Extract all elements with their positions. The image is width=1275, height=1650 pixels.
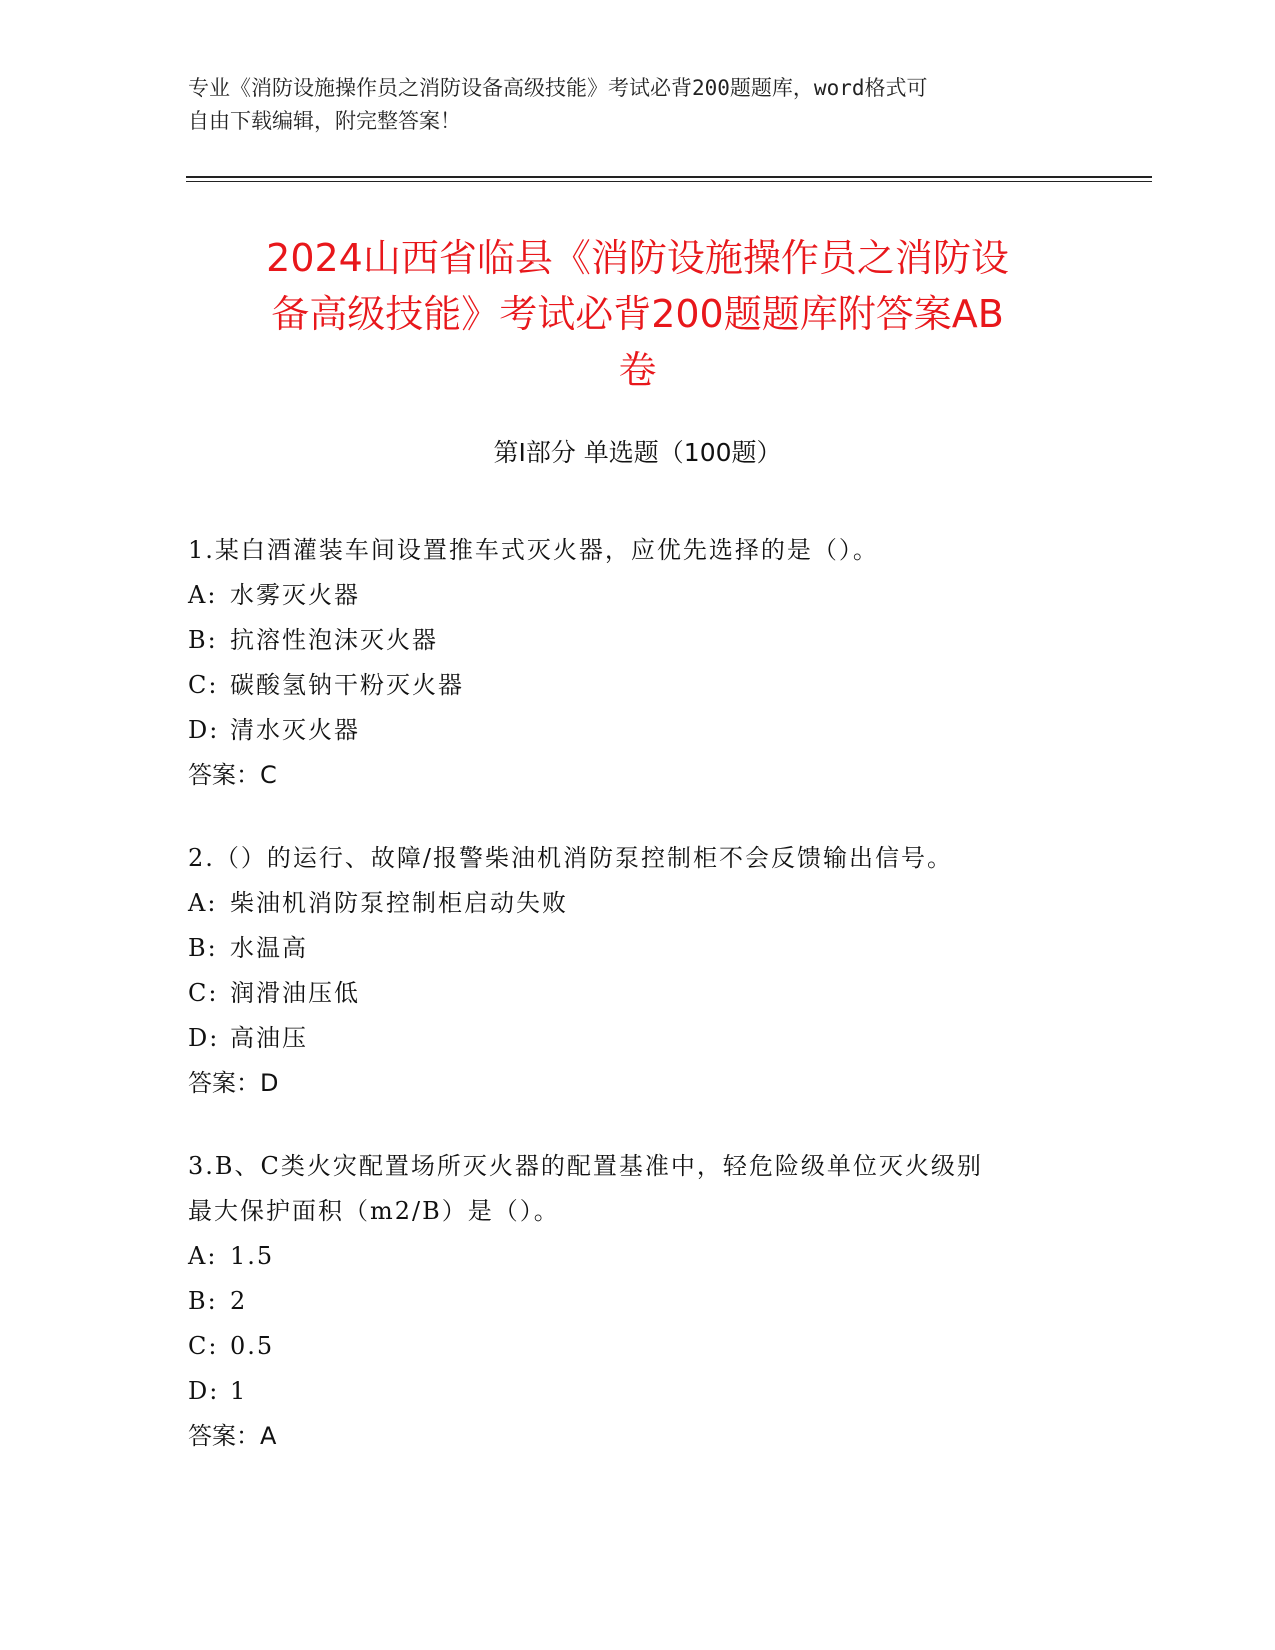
option-text: 水雾灭火器 [230,581,360,609]
option-text: 高油压 [230,1024,308,1052]
question-item [188,528,1088,798]
answer-prefix: 答案： [188,1069,260,1097]
answer-value: C [260,761,277,789]
option-key: B: [188,934,218,962]
option-key: A: [188,581,218,609]
option-b [188,926,1088,971]
option-c [188,663,1088,708]
option-d [188,1369,1088,1414]
question-item [188,836,1088,1106]
title-line: 备高级技能》考试必背200题题库附答案AB [271,292,1004,336]
answer-value: D [260,1069,279,1097]
option-text: 1 [230,1377,248,1405]
option-key: C: [188,1332,219,1360]
option-text: 柴油机消防泵控制柜启动失败 [230,889,568,917]
header-divider [186,176,1152,178]
answer-prefix: 答案： [188,1422,260,1450]
option-c [188,1324,1088,1369]
option-c [188,971,1088,1016]
question-stem-line: 3.B、C类火灾配置场所灭火器的配置基准中，轻危险级单位灭火级别 [188,1152,983,1180]
option-d [188,1016,1088,1061]
option-text: 抗溶性泡沫灭火器 [230,626,438,654]
option-b [188,618,1088,663]
option-key: B: [188,626,218,654]
option-key: D: [188,716,220,744]
option-text: 清水灭火器 [230,716,360,744]
option-key: C: [188,979,219,1007]
title-line: 2024山西省临县《消防设施操作员之消防设 [266,236,1009,280]
answer-line [188,753,1088,798]
header-note-line: 专业《消防设施操作员之消防设备高级技能》考试必背200题题库，word格式可 [188,76,928,100]
option-text: 0.5 [230,1332,275,1360]
option-a [188,881,1088,926]
section-heading: 第Ⅰ部分 单选题（100题） [493,438,782,467]
option-key: B: [188,1287,218,1315]
question-stem [188,1144,1088,1234]
option-key: A: [188,889,218,917]
option-a [188,1234,1088,1279]
option-d [188,708,1088,753]
option-text: 润滑油压低 [230,979,360,1007]
question-item [188,1144,1088,1459]
title-line: 卷 [618,348,657,392]
question-list [188,528,1088,1497]
option-key: D: [188,1024,220,1052]
option-key: C: [188,671,219,699]
option-a [188,573,1088,618]
answer-prefix: 答案： [188,761,260,789]
header-note [188,72,1088,138]
option-text: 1.5 [230,1242,275,1270]
question-stem: 1.某白酒灌装车间设置推车式灭火器，应优先选择的是（）。 [188,536,879,564]
option-text: 水温高 [230,934,308,962]
answer-line [188,1061,1088,1106]
document-title [160,230,1115,398]
header-note-line: 自由下载编辑，附完整答案！ [188,109,461,133]
answer-line [188,1414,1088,1459]
option-key: D: [188,1377,220,1405]
answer-value: A [260,1422,277,1450]
header-divider-thin [186,181,1152,182]
option-text: 碳酸氢钠干粉灭火器 [230,671,464,699]
question-stem: 2.（）的运行、故障/报警柴油机消防泵控制柜不会反馈输出信号。 [188,844,953,872]
option-key: A: [188,1242,218,1270]
question-stem-line: 最大保护面积（m2/B）是（）。 [188,1197,560,1225]
option-b [188,1279,1088,1324]
option-text: 2 [230,1287,248,1315]
